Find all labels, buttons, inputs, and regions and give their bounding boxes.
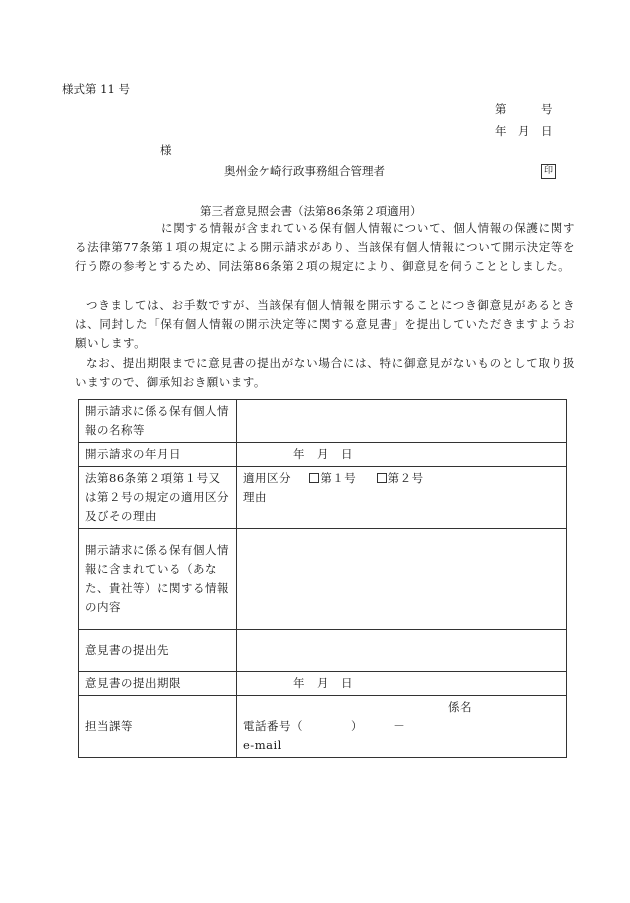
reason-label: 理由 (243, 490, 267, 504)
table-row (79, 529, 567, 630)
contact-phone: 電話番号（ ） － (243, 719, 406, 733)
row-label-category: 法第86条第２項第１号又は第２号の規定の適用区分及びその理由 (79, 467, 237, 529)
paragraph-1: に関する情報が含まれている保有個人情報について、個人情報の保護に関する法律第77条第１項の規定による開示請求があり、当該保有個人情報について開示決定等を行う際の参考とするため、同法第86条第２項の規定により、御意見を伺うこととしました。 (75, 221, 575, 273)
row-value-deadline: 年 月 日 (237, 672, 567, 696)
table-row (79, 400, 567, 443)
checkbox-item-2[interactable] (377, 473, 387, 483)
row-label-deadline: 意見書の提出期限 (79, 672, 237, 696)
row-value-request-info (237, 400, 567, 443)
contact-email: e-mail (243, 738, 282, 752)
checkbox-item-1[interactable] (309, 473, 319, 483)
paragraph-2: つきましては、お手数ですが、当該保有個人情報を開示することにつき御意見があるときは、同封した「保有個人情報の開示決定等に関する意見書」を提出していただきますようお願いします。 (75, 298, 575, 350)
form-number: 様式第 11 号 (62, 82, 130, 96)
row-label-request-date: 開示請求の年月日 (79, 443, 237, 467)
table-row (79, 672, 567, 696)
row-label-submit-to: 意見書の提出先 (79, 630, 237, 672)
row-value-submit-to (237, 630, 567, 672)
seal-mark: 印 (541, 164, 556, 179)
addressee-suffix: 様 (160, 143, 172, 157)
row-value-request-date: 年 月 日 (237, 443, 567, 467)
table-row (79, 630, 567, 672)
paragraph-3: なお、提出期限までに意見書の提出がない場合には、特に御意見がないものとして取り扱いますので、御承知おき願います。 (75, 356, 575, 389)
row-value-contact (237, 696, 567, 758)
row-value-info-content (237, 529, 567, 630)
row-label-info-content: 開示請求に係る保有個人情報に含まれている（あなた、貴社等）に関する情報の内容 (79, 529, 237, 630)
category-label: 適用区分 (243, 471, 291, 485)
document-date: 年 月 日 (495, 124, 553, 138)
table-row (79, 443, 567, 467)
sender-name: 奥州金ケ崎行政事務組合管理者 (224, 164, 385, 178)
document-number: 第 号 (495, 102, 553, 116)
table-row (79, 696, 567, 758)
checkbox-label-2: 第２号 (387, 471, 424, 485)
row-label-contact: 担当課等 (79, 696, 237, 758)
contact-section-name: 係名 (448, 700, 472, 714)
checkbox-label-1: 第１号 (320, 471, 357, 485)
row-label-request-info: 開示請求に係る保有個人情報の名称等 (79, 400, 237, 443)
inquiry-table (78, 399, 567, 758)
document-title: 第三者意見照会書（法第86条第２項適用） (200, 204, 422, 218)
table-row (79, 467, 567, 529)
row-value-category (237, 467, 567, 529)
